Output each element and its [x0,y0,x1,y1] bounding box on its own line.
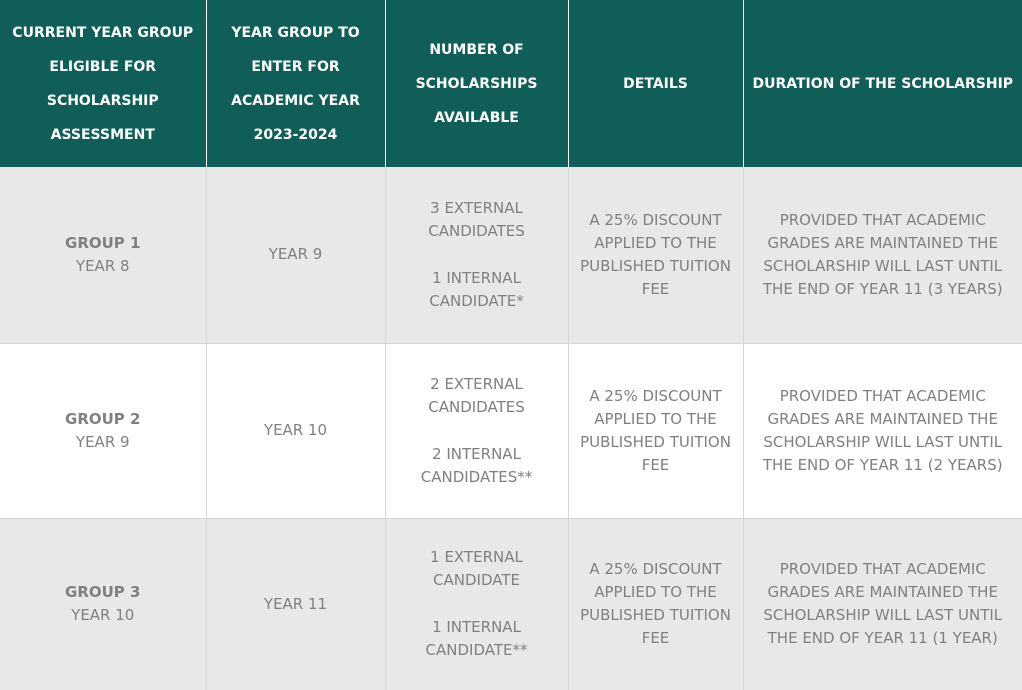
external-candidates: 2 EXTERNAL CANDIDATES [428,374,525,416]
current-year: YEAR 8 [75,256,130,275]
table-row [0,343,1022,518]
internal-candidates: 1 INTERNAL CANDIDATE** [425,618,528,660]
enter-year-cell: YEAR 9 [206,167,385,343]
details-cell: A 25% DISCOUNT APPLIED TO THE PUBLISHED TUITION FEE [568,518,743,690]
header-duration: DURATION OF THE SCHOLARSHIP [743,0,1022,167]
duration-cell: PROVIDED THAT ACADEMIC GRADES ARE MAINTAINED THE SCHOLARSHIP WILL LAST UNTIL THE END OF YEAR 11 (2 YEARS) [743,343,1022,518]
details-cell: A 25% DISCOUNT APPLIED TO THE PUBLISHED TUITION FEE [568,343,743,518]
current-year: YEAR 9 [75,432,130,451]
current-year-cell [0,518,206,690]
header-year-group-to-enter: YEAR GROUP TO ENTER FOR ACADEMIC YEAR 2023-2024 [206,0,385,167]
enter-year-cell: YEAR 10 [206,343,385,518]
scholarships-cell [385,343,568,518]
scholarships-cell [385,518,568,690]
group-name: GROUP 1 [65,233,141,252]
group-name: GROUP 2 [65,409,141,428]
external-candidates: 3 EXTERNAL CANDIDATES [428,198,525,240]
header-current-year-group: CURRENT YEAR GROUP ELIGIBLE FOR SCHOLARSHIP ASSESSMENT [0,0,206,167]
scholarships-cell [385,167,568,343]
header-details: DETAILS [568,0,743,167]
header-number-of-scholarships: NUMBER OF SCHOLARSHIPS AVAILABLE [385,0,568,167]
internal-candidates: 2 INTERNAL CANDIDATES** [420,444,533,486]
table-row [0,167,1022,343]
external-candidates: 1 EXTERNAL CANDIDATE [430,548,523,590]
duration-cell: PROVIDED THAT ACADEMIC GRADES ARE MAINTAINED THE SCHOLARSHIP WILL LAST UNTIL THE END OF YEAR 11 (3 YEARS) [743,167,1022,343]
enter-year-cell: YEAR 11 [206,518,385,690]
group-name: GROUP 3 [65,583,141,602]
current-year: YEAR 10 [71,606,135,625]
duration-cell: PROVIDED THAT ACADEMIC GRADES ARE MAINTAINED THE SCHOLARSHIP WILL LAST UNTIL THE END OF YEAR 11 (1 YEAR) [743,518,1022,690]
table-row [0,518,1022,690]
current-year-cell [0,343,206,518]
details-cell: A 25% DISCOUNT APPLIED TO THE PUBLISHED TUITION FEE [568,167,743,343]
current-year-cell [0,167,206,343]
internal-candidates: 1 INTERNAL CANDIDATE* [429,268,524,310]
table-header-row [0,0,1022,167]
